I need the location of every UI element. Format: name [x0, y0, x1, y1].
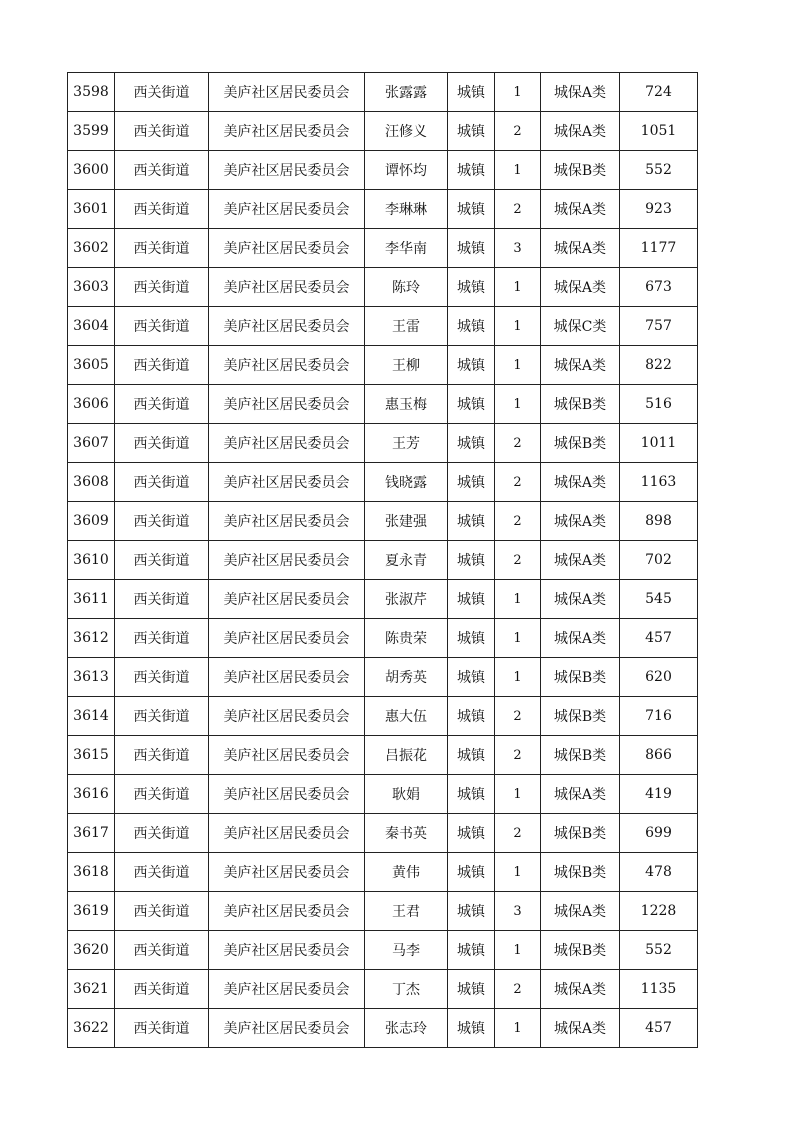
- household-count-cell: 1: [495, 931, 541, 970]
- street-name-cell: 西关街道: [115, 619, 209, 658]
- residence-type-cell: 城镇: [448, 658, 495, 697]
- person-name-cell: 张建强: [365, 502, 448, 541]
- subsidy-amount-cell: 1177: [620, 229, 698, 268]
- insurance-category-cell: 城保B类: [541, 424, 620, 463]
- insurance-category-cell: 城保A类: [541, 502, 620, 541]
- row-number-cell: 3615: [68, 736, 115, 775]
- household-count-cell: 2: [495, 736, 541, 775]
- insurance-category-cell: 城保A类: [541, 970, 620, 1009]
- row-number-cell: 3606: [68, 385, 115, 424]
- subsidy-amount-cell: 724: [620, 73, 698, 112]
- residence-type-cell: 城镇: [448, 307, 495, 346]
- community-name-cell: 美庐社区居民委员会: [209, 541, 365, 580]
- street-name-cell: 西关街道: [115, 736, 209, 775]
- table-row: [68, 463, 698, 502]
- subsidy-amount-cell: 1228: [620, 892, 698, 931]
- insurance-category-cell: 城保A类: [541, 190, 620, 229]
- street-name-cell: 西关街道: [115, 658, 209, 697]
- row-number-cell: 3608: [68, 463, 115, 502]
- insurance-category-cell: 城保A类: [541, 580, 620, 619]
- insurance-category-cell: 城保A类: [541, 619, 620, 658]
- household-count-cell: 2: [495, 541, 541, 580]
- table-row: [68, 931, 698, 970]
- household-count-cell: 2: [495, 814, 541, 853]
- table-row: [68, 229, 698, 268]
- insurance-category-cell: 城保A类: [541, 73, 620, 112]
- table-row: [68, 307, 698, 346]
- community-name-cell: 美庐社区居民委员会: [209, 73, 365, 112]
- insurance-category-cell: 城保A类: [541, 463, 620, 502]
- beneficiary-table: [67, 72, 698, 1048]
- household-count-cell: 1: [495, 385, 541, 424]
- person-name-cell: 王芳: [365, 424, 448, 463]
- community-name-cell: 美庐社区居民委员会: [209, 502, 365, 541]
- street-name-cell: 西关街道: [115, 151, 209, 190]
- street-name-cell: 西关街道: [115, 385, 209, 424]
- community-name-cell: 美庐社区居民委员会: [209, 775, 365, 814]
- subsidy-amount-cell: 457: [620, 1009, 698, 1048]
- street-name-cell: 西关街道: [115, 697, 209, 736]
- person-name-cell: 吕振花: [365, 736, 448, 775]
- row-number-cell: 3604: [68, 307, 115, 346]
- residence-type-cell: 城镇: [448, 892, 495, 931]
- insurance-category-cell: 城保B类: [541, 151, 620, 190]
- person-name-cell: 陈贵荣: [365, 619, 448, 658]
- residence-type-cell: 城镇: [448, 853, 495, 892]
- insurance-category-cell: 城保A类: [541, 112, 620, 151]
- street-name-cell: 西关街道: [115, 814, 209, 853]
- subsidy-amount-cell: 552: [620, 151, 698, 190]
- table-row: [68, 190, 698, 229]
- person-name-cell: 张志玲: [365, 1009, 448, 1048]
- community-name-cell: 美庐社区居民委员会: [209, 346, 365, 385]
- community-name-cell: 美庐社区居民委员会: [209, 112, 365, 151]
- person-name-cell: 丁杰: [365, 970, 448, 1009]
- row-number-cell: 3610: [68, 541, 115, 580]
- household-count-cell: 1: [495, 307, 541, 346]
- person-name-cell: 张露露: [365, 73, 448, 112]
- community-name-cell: 美庐社区居民委员会: [209, 814, 365, 853]
- table-row: [68, 502, 698, 541]
- table-row: [68, 268, 698, 307]
- insurance-category-cell: 城保B类: [541, 814, 620, 853]
- residence-type-cell: 城镇: [448, 190, 495, 229]
- table-body: [68, 73, 698, 1048]
- residence-type-cell: 城镇: [448, 424, 495, 463]
- person-name-cell: 秦书英: [365, 814, 448, 853]
- person-name-cell: 汪修义: [365, 112, 448, 151]
- community-name-cell: 美庐社区居民委员会: [209, 424, 365, 463]
- table-row: [68, 658, 698, 697]
- row-number-cell: 3620: [68, 931, 115, 970]
- person-name-cell: 谭怀均: [365, 151, 448, 190]
- table-row: [68, 697, 698, 736]
- row-number-cell: 3602: [68, 229, 115, 268]
- insurance-category-cell: 城保A类: [541, 775, 620, 814]
- street-name-cell: 西关街道: [115, 970, 209, 1009]
- row-number-cell: 3607: [68, 424, 115, 463]
- row-number-cell: 3612: [68, 619, 115, 658]
- insurance-category-cell: 城保A类: [541, 541, 620, 580]
- residence-type-cell: 城镇: [448, 463, 495, 502]
- community-name-cell: 美庐社区居民委员会: [209, 736, 365, 775]
- residence-type-cell: 城镇: [448, 697, 495, 736]
- table-row: [68, 736, 698, 775]
- street-name-cell: 西关街道: [115, 931, 209, 970]
- community-name-cell: 美庐社区居民委员会: [209, 853, 365, 892]
- street-name-cell: 西关街道: [115, 268, 209, 307]
- residence-type-cell: 城镇: [448, 151, 495, 190]
- household-count-cell: 1: [495, 619, 541, 658]
- street-name-cell: 西关街道: [115, 229, 209, 268]
- residence-type-cell: 城镇: [448, 112, 495, 151]
- household-count-cell: 1: [495, 580, 541, 619]
- household-count-cell: 3: [495, 892, 541, 931]
- row-number-cell: 3613: [68, 658, 115, 697]
- residence-type-cell: 城镇: [448, 775, 495, 814]
- subsidy-amount-cell: 898: [620, 502, 698, 541]
- subsidy-amount-cell: 1051: [620, 112, 698, 151]
- row-number-cell: 3601: [68, 190, 115, 229]
- subsidy-amount-cell: 923: [620, 190, 698, 229]
- person-name-cell: 李琳琳: [365, 190, 448, 229]
- residence-type-cell: 城镇: [448, 346, 495, 385]
- community-name-cell: 美庐社区居民委员会: [209, 619, 365, 658]
- insurance-category-cell: 城保A类: [541, 892, 620, 931]
- row-number-cell: 3616: [68, 775, 115, 814]
- community-name-cell: 美庐社区居民委员会: [209, 892, 365, 931]
- community-name-cell: 美庐社区居民委员会: [209, 151, 365, 190]
- row-number-cell: 3611: [68, 580, 115, 619]
- household-count-cell: 3: [495, 229, 541, 268]
- table-row: [68, 619, 698, 658]
- residence-type-cell: 城镇: [448, 502, 495, 541]
- street-name-cell: 西关街道: [115, 892, 209, 931]
- row-number-cell: 3622: [68, 1009, 115, 1048]
- street-name-cell: 西关街道: [115, 73, 209, 112]
- household-count-cell: 2: [495, 112, 541, 151]
- community-name-cell: 美庐社区居民委员会: [209, 385, 365, 424]
- row-number-cell: 3618: [68, 853, 115, 892]
- subsidy-amount-cell: 545: [620, 580, 698, 619]
- residence-type-cell: 城镇: [448, 619, 495, 658]
- subsidy-amount-cell: 757: [620, 307, 698, 346]
- residence-type-cell: 城镇: [448, 931, 495, 970]
- person-name-cell: 夏永青: [365, 541, 448, 580]
- community-name-cell: 美庐社区居民委员会: [209, 697, 365, 736]
- community-name-cell: 美庐社区居民委员会: [209, 580, 365, 619]
- table-row: [68, 424, 698, 463]
- insurance-category-cell: 城保A类: [541, 268, 620, 307]
- subsidy-amount-cell: 478: [620, 853, 698, 892]
- community-name-cell: 美庐社区居民委员会: [209, 229, 365, 268]
- table-row: [68, 541, 698, 580]
- table-row: [68, 112, 698, 151]
- table-row: [68, 775, 698, 814]
- table-row: [68, 385, 698, 424]
- residence-type-cell: 城镇: [448, 1009, 495, 1048]
- row-number-cell: 3614: [68, 697, 115, 736]
- insurance-category-cell: 城保B类: [541, 658, 620, 697]
- person-name-cell: 张淑芹: [365, 580, 448, 619]
- insurance-category-cell: 城保C类: [541, 307, 620, 346]
- street-name-cell: 西关街道: [115, 502, 209, 541]
- table-row: [68, 580, 698, 619]
- household-count-cell: 1: [495, 268, 541, 307]
- subsidy-amount-cell: 620: [620, 658, 698, 697]
- community-name-cell: 美庐社区居民委员会: [209, 970, 365, 1009]
- street-name-cell: 西关街道: [115, 1009, 209, 1048]
- person-name-cell: 惠玉梅: [365, 385, 448, 424]
- table-row: [68, 346, 698, 385]
- household-count-cell: 1: [495, 73, 541, 112]
- household-count-cell: 2: [495, 970, 541, 1009]
- subsidy-amount-cell: 552: [620, 931, 698, 970]
- residence-type-cell: 城镇: [448, 268, 495, 307]
- community-name-cell: 美庐社区居民委员会: [209, 931, 365, 970]
- subsidy-amount-cell: 1163: [620, 463, 698, 502]
- residence-type-cell: 城镇: [448, 736, 495, 775]
- insurance-category-cell: 城保A类: [541, 229, 620, 268]
- household-count-cell: 1: [495, 658, 541, 697]
- residence-type-cell: 城镇: [448, 229, 495, 268]
- street-name-cell: 西关街道: [115, 112, 209, 151]
- street-name-cell: 西关街道: [115, 541, 209, 580]
- row-number-cell: 3598: [68, 73, 115, 112]
- person-name-cell: 王柳: [365, 346, 448, 385]
- person-name-cell: 马李: [365, 931, 448, 970]
- row-number-cell: 3619: [68, 892, 115, 931]
- person-name-cell: 李华南: [365, 229, 448, 268]
- residence-type-cell: 城镇: [448, 385, 495, 424]
- subsidy-amount-cell: 1011: [620, 424, 698, 463]
- row-number-cell: 3603: [68, 268, 115, 307]
- household-count-cell: 1: [495, 853, 541, 892]
- community-name-cell: 美庐社区居民委员会: [209, 268, 365, 307]
- row-number-cell: 3609: [68, 502, 115, 541]
- street-name-cell: 西关街道: [115, 190, 209, 229]
- subsidy-amount-cell: 866: [620, 736, 698, 775]
- subsidy-amount-cell: 822: [620, 346, 698, 385]
- person-name-cell: 王君: [365, 892, 448, 931]
- residence-type-cell: 城镇: [448, 814, 495, 853]
- row-number-cell: 3599: [68, 112, 115, 151]
- insurance-category-cell: 城保B类: [541, 931, 620, 970]
- table-row: [68, 73, 698, 112]
- subsidy-amount-cell: 716: [620, 697, 698, 736]
- household-count-cell: 1: [495, 151, 541, 190]
- person-name-cell: 耿娟: [365, 775, 448, 814]
- household-count-cell: 2: [495, 190, 541, 229]
- insurance-category-cell: 城保B类: [541, 385, 620, 424]
- person-name-cell: 王雷: [365, 307, 448, 346]
- community-name-cell: 美庐社区居民委员会: [209, 463, 365, 502]
- community-name-cell: 美庐社区居民委员会: [209, 307, 365, 346]
- subsidy-amount-cell: 516: [620, 385, 698, 424]
- residence-type-cell: 城镇: [448, 541, 495, 580]
- table-row: [68, 151, 698, 190]
- household-count-cell: 2: [495, 502, 541, 541]
- person-name-cell: 胡秀英: [365, 658, 448, 697]
- community-name-cell: 美庐社区居民委员会: [209, 1009, 365, 1048]
- household-count-cell: 1: [495, 1009, 541, 1048]
- household-count-cell: 2: [495, 424, 541, 463]
- residence-type-cell: 城镇: [448, 970, 495, 1009]
- street-name-cell: 西关街道: [115, 424, 209, 463]
- table-row: [68, 814, 698, 853]
- street-name-cell: 西关街道: [115, 346, 209, 385]
- row-number-cell: 3605: [68, 346, 115, 385]
- subsidy-amount-cell: 699: [620, 814, 698, 853]
- subsidy-amount-cell: 457: [620, 619, 698, 658]
- subsidy-amount-cell: 702: [620, 541, 698, 580]
- person-name-cell: 陈玲: [365, 268, 448, 307]
- residence-type-cell: 城镇: [448, 580, 495, 619]
- insurance-category-cell: 城保B类: [541, 736, 620, 775]
- household-count-cell: 1: [495, 775, 541, 814]
- person-name-cell: 惠大伍: [365, 697, 448, 736]
- subsidy-amount-cell: 419: [620, 775, 698, 814]
- row-number-cell: 3621: [68, 970, 115, 1009]
- street-name-cell: 西关街道: [115, 853, 209, 892]
- insurance-category-cell: 城保B类: [541, 853, 620, 892]
- household-count-cell: 1: [495, 346, 541, 385]
- table-row: [68, 970, 698, 1009]
- residence-type-cell: 城镇: [448, 73, 495, 112]
- table-row: [68, 853, 698, 892]
- person-name-cell: 钱晓露: [365, 463, 448, 502]
- subsidy-amount-cell: 1135: [620, 970, 698, 1009]
- row-number-cell: 3600: [68, 151, 115, 190]
- insurance-category-cell: 城保B类: [541, 697, 620, 736]
- insurance-category-cell: 城保A类: [541, 346, 620, 385]
- subsidy-amount-cell: 673: [620, 268, 698, 307]
- table-row: [68, 892, 698, 931]
- community-name-cell: 美庐社区居民委员会: [209, 190, 365, 229]
- row-number-cell: 3617: [68, 814, 115, 853]
- street-name-cell: 西关街道: [115, 775, 209, 814]
- household-count-cell: 2: [495, 697, 541, 736]
- street-name-cell: 西关街道: [115, 580, 209, 619]
- household-count-cell: 2: [495, 463, 541, 502]
- table-row: [68, 1009, 698, 1048]
- person-name-cell: 黄伟: [365, 853, 448, 892]
- insurance-category-cell: 城保A类: [541, 1009, 620, 1048]
- street-name-cell: 西关街道: [115, 463, 209, 502]
- street-name-cell: 西关街道: [115, 307, 209, 346]
- community-name-cell: 美庐社区居民委员会: [209, 658, 365, 697]
